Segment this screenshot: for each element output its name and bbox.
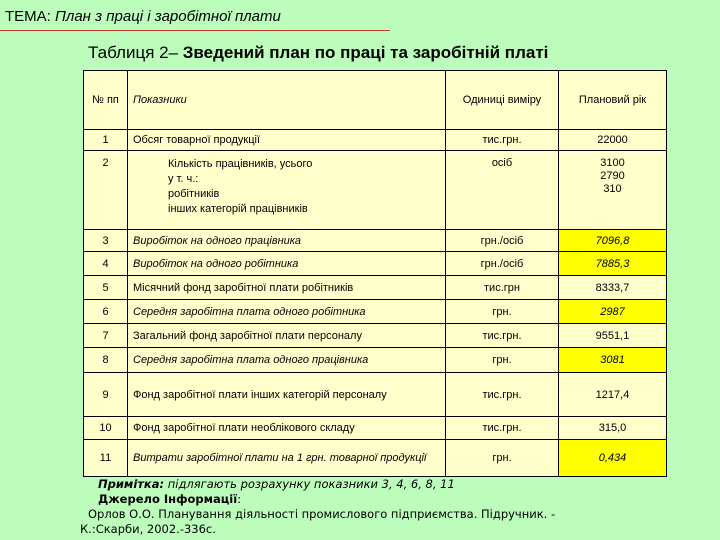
table-row [84, 300, 667, 324]
table-row [84, 417, 667, 440]
row-value: 3081 [559, 348, 667, 373]
row-unit: тис.грн. [446, 417, 559, 440]
divider [0, 30, 390, 31]
row-number: 10 [84, 417, 128, 440]
row-unit: грн./осіб [446, 252, 559, 276]
row-name: Обсяг товарної продукції [128, 130, 446, 151]
table-row [84, 440, 667, 477]
table-row [84, 324, 667, 348]
row-unit: грн. [446, 440, 559, 477]
row-name: Місячний фонд заробітної плати робітників [128, 276, 446, 300]
row-number: 7 [84, 324, 128, 348]
row-sub: робітників [168, 188, 220, 200]
source-citation-cont: К.:Скарби, 2002.-336с. [80, 522, 216, 536]
title-prefix: Таблиця 2– [88, 43, 179, 62]
source-colon: : [237, 492, 242, 506]
row-number: 1 [84, 130, 128, 151]
table-row [84, 348, 667, 373]
row-value: 315,0 [559, 417, 667, 440]
row-value: 2987 [559, 300, 667, 324]
row-number: 9 [84, 373, 128, 417]
row-value: 7885,3 [559, 252, 667, 276]
table-row [84, 276, 667, 300]
table-row [84, 151, 667, 230]
row-unit: грн./осіб [446, 230, 559, 252]
row-number: 3 [84, 230, 128, 252]
header-units: Одиниці виміру [446, 71, 559, 130]
row-number: 5 [84, 276, 128, 300]
row-name [128, 151, 446, 230]
row-value: 1217,4 [559, 373, 667, 417]
row-unit: грн. [446, 348, 559, 373]
table-header [84, 71, 667, 130]
row-name: Виробіток на одного робітника [128, 252, 446, 276]
topic-text: План з праці і заробітної плати [55, 8, 281, 25]
source-citation: Орлов О.О. Планування діяльності промислового підприємства. Підручник. - [88, 507, 556, 521]
row-name: Фонд заробітної плати інших категорій персоналу [128, 373, 446, 417]
row-name: Витрати заробітної плати на 1 грн. товарної продукції [128, 440, 446, 477]
table-row [84, 130, 667, 151]
row-unit: осіб [446, 151, 559, 230]
row-number: 11 [84, 440, 128, 477]
row-value: 9551,1 [559, 324, 667, 348]
table-title [88, 43, 548, 63]
plan-table [83, 70, 667, 477]
header-plan-year: Плановий рік [559, 71, 667, 130]
notes [80, 477, 556, 537]
header-number: № пп [84, 71, 128, 130]
row-value: 8333,7 [559, 276, 667, 300]
row-name: Фонд заробітної плати необлікового складу [128, 417, 446, 440]
row-name-main: Кількість працівників, усього [168, 158, 313, 170]
row-value: 22000 [559, 130, 667, 151]
topic-header [5, 8, 281, 25]
row-name: Середня заробітна плата одного працівника [128, 348, 446, 373]
table-row [84, 373, 667, 417]
row-value: 7096,8 [559, 230, 667, 252]
row-number: 8 [84, 348, 128, 373]
row-sub: інших категорій працівників [168, 203, 308, 215]
value-workers: 2790 [600, 170, 625, 182]
table-row [84, 230, 667, 252]
source-label: Джерело Інформації [98, 492, 238, 506]
row-sub: у т. ч.: [168, 173, 199, 185]
row-name: Загальний фонд заробітної плати персоналу [128, 324, 446, 348]
header-indicators: Показники [128, 71, 446, 130]
row-name: Виробіток на одного працівника [128, 230, 446, 252]
note-label: Примітка: [98, 477, 165, 491]
row-unit: тис.грн. [446, 130, 559, 151]
value-other: 310 [603, 183, 622, 195]
value-total: 3100 [600, 157, 625, 169]
row-unit: тис.грн. [446, 324, 559, 348]
row-number: 2 [84, 151, 128, 230]
row-value [559, 151, 667, 230]
row-unit: тис.грн. [446, 373, 559, 417]
table-row [84, 252, 667, 276]
row-unit: тис.грн [446, 276, 559, 300]
row-number: 6 [84, 300, 128, 324]
title-main: Зведений план по праці та заробітній платі [182, 43, 549, 62]
note-text: підлягають розрахунку показники 3, 4, 6, 8, 11 [164, 477, 455, 491]
row-value: 0,434 [559, 440, 667, 477]
row-unit: грн. [446, 300, 559, 324]
row-name: Середня заробітна плата одного робітника [128, 300, 446, 324]
topic-label: ТЕМА: [5, 8, 51, 25]
row-number: 4 [84, 252, 128, 276]
